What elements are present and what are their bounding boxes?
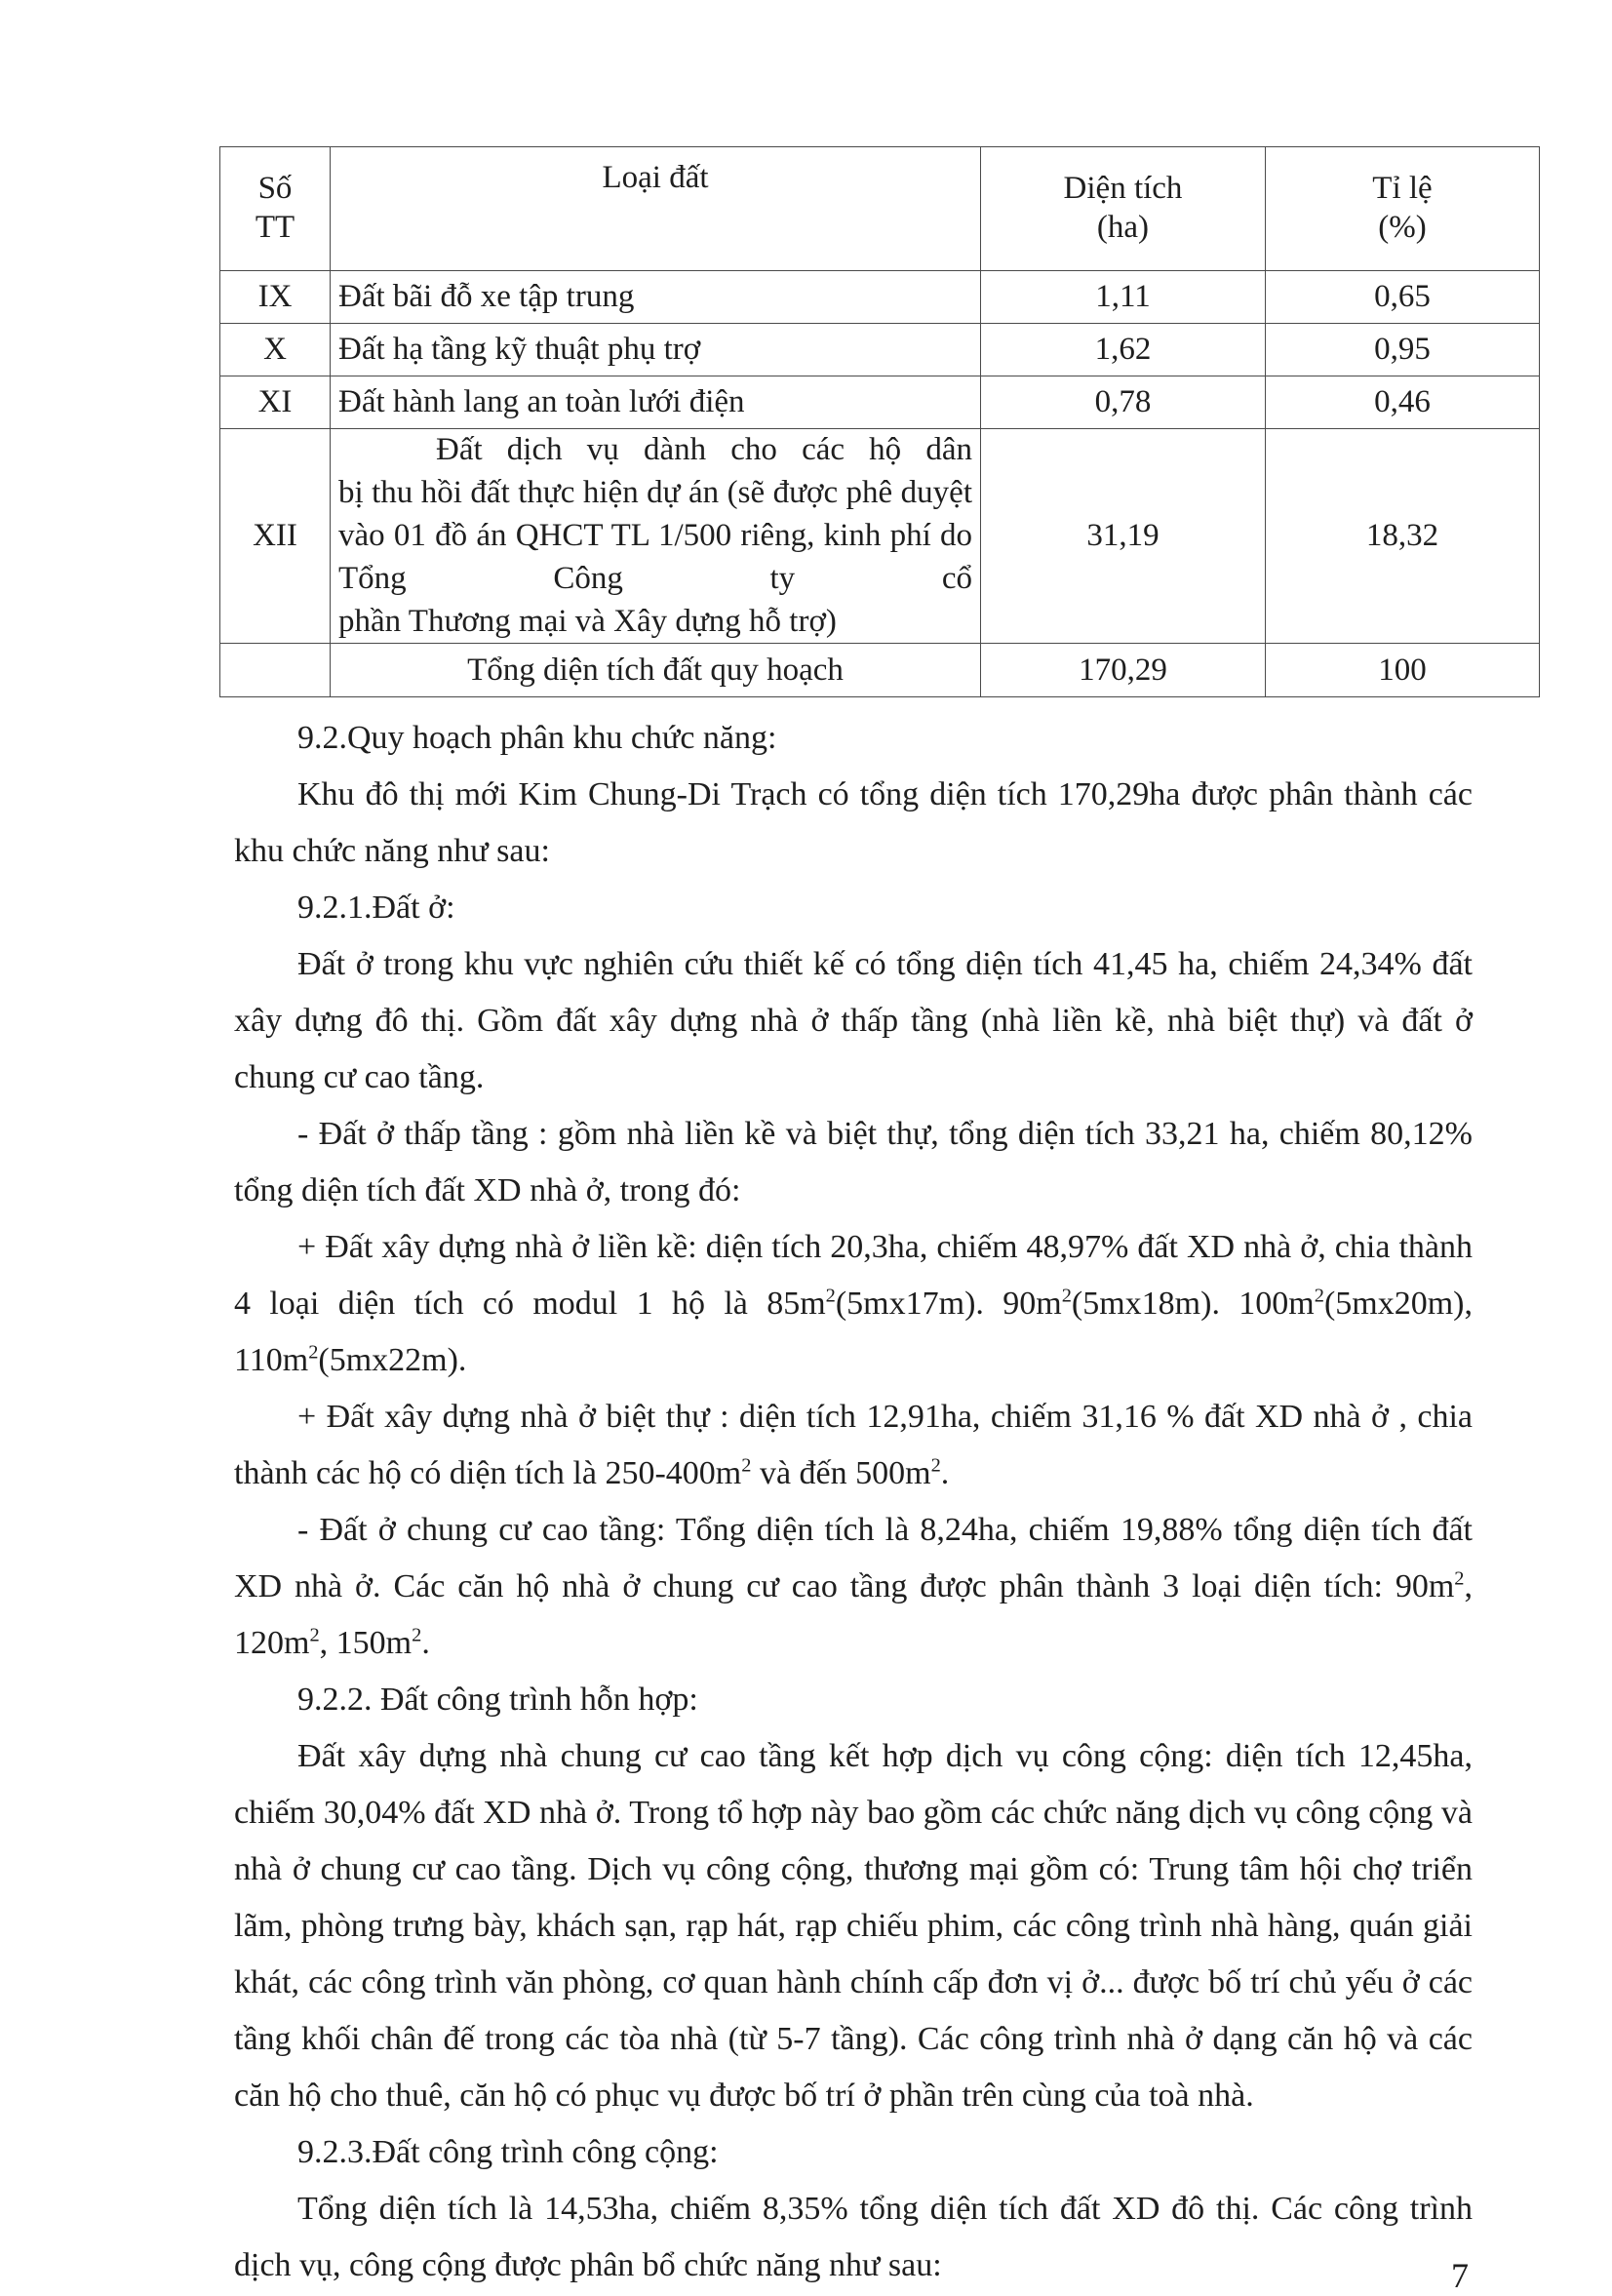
section-heading: 9.2.2. Đất công trình hỗn hợp: [297, 1682, 698, 1718]
row-area: 0,78 [981, 376, 1266, 429]
total-rate: 100 [1266, 644, 1540, 697]
row-rate: 0,65 [1266, 271, 1540, 324]
section-heading: 9.2.3.Đất công trình công cộng: [297, 2134, 719, 2170]
row-area: 31,19 [981, 429, 1266, 644]
paragraph: Đất ở trong khu vực nghiên cứu thiết kế có tổng diện tích 41,45 ha, chiếm 24,34% đất xây dựng đô thị. Gồm đất xây dựng nhà ở thấp tầng (nhà liền kề, nhà biệt thự) và đất ở chung cư cao tầng. [234, 946, 1473, 1095]
row-no: X [220, 324, 331, 376]
row-type: Đất bãi đỗ xe tập trung [331, 271, 981, 324]
table-row [220, 376, 1540, 429]
row-no: XI [220, 376, 331, 429]
table-total-row [220, 644, 1540, 697]
page-number: 7 [1451, 2256, 1469, 2295]
row-type: Đất hành lang an toàn lưới điện [331, 376, 981, 429]
row-type [331, 429, 981, 644]
table-row [220, 271, 1540, 324]
row-area: 1,62 [981, 324, 1266, 376]
paragraph: Tổng diện tích là 14,53ha, chiếm 8,35% tổng diện tích đất XD đô thị. Các công trình dịch vụ, công cộng được phân bổ chức năng như sau: [234, 2191, 1473, 2283]
row-type-first-line: Đất dịch vụ dành cho các hộ dân [436, 432, 972, 467]
paragraph: - Đất ở thấp tầng : gồm nhà liền kề và biệt thự, tổng diện tích 33,21 ha, chiếm 80,12% tổng diện tích đất XD nhà ở, trong đó: [234, 1116, 1473, 1208]
row-rate: 18,32 [1266, 429, 1540, 644]
row-no: XII [220, 429, 331, 644]
paragraph: - Đất ở chung cư cao tầng: Tổng diện tích là 8,24ha, chiếm 19,88% tổng diện tích đất XD nhà ở. Các căn hộ nhà ở chung cư cao tầng được phân thành 3 loại diện tích: $90m^2$, $120m^2$, $150m^2$. [234, 1512, 1473, 1661]
paragraph: Đất xây dựng nhà chung cư cao tầng kết hợp dịch vụ công cộng: diện tích 12,45ha, chiếm 30,04% đất XD nhà ở. Trong tổ hợp này bao gồm các chức năng dịch vụ công cộng và nhà ở chung cư cao tầng. Dịch vụ công cộng, thương mại gồm có: Trung tâm hội chợ triển lãm, phòng trưng bày, khách sạn, rạp hát, rạp chiếu phim, các công trình nhà hàng, quán giải khát, các công trình văn phòng, cơ quan hành chính cấp đơn vị ở... được bố trí chủ yếu ở các tầng khối chân đế trong các tòa nhà (từ 5-7 tầng). Các công trình nhà ở dạng căn hộ và các căn hộ cho thuê, căn hộ có phục vụ được bố trí ở phần trên cùng của toà nhà. [234, 1738, 1473, 2114]
total-label: Tổng diện tích đất quy hoạch [331, 644, 981, 697]
table-row [220, 324, 1540, 376]
header-area: Diện tích (ha) [981, 147, 1266, 271]
header-type: Loại đất [331, 147, 981, 271]
header-no: Số TT [220, 147, 331, 271]
table-header-row [220, 147, 1540, 271]
row-rate: 0,46 [1266, 376, 1540, 429]
row-no: IX [220, 271, 331, 324]
body-text [234, 710, 1473, 2294]
total-area: 170,29 [981, 644, 1266, 697]
row-area: 1,11 [981, 271, 1266, 324]
row-type-last-line: phần Thương mại và Xây dựng hỗ trợ) [338, 603, 837, 639]
paragraph: + Đất xây dựng nhà ở liền kề: diện tích 20,3ha, chiếm 48,97% đất XD nhà ở, chia thành 4 loại diện tích có modul 1 hộ là $85m^2(5mx17m)$. $90m^2(5mx18m)$. $100m^2(5mx20m)$, $110m^2(5mx22m)$. [234, 1229, 1473, 1378]
row-rate: 0,95 [1266, 324, 1540, 376]
row-type: Đất hạ tầng kỹ thuật phụ trợ [331, 324, 981, 376]
paragraph: + Đất xây dựng nhà ở biệt thự : diện tích 12,91ha, chiếm 31,16 % đất XD nhà ở , chia thành các hộ có diện tích là $250-400m^2$ và đến $500m^2$. [234, 1399, 1473, 1491]
table-row [220, 429, 1540, 644]
land-use-table [219, 146, 1540, 697]
section-heading: 9.2.1.Đất ở: [297, 890, 455, 926]
paragraph: Khu đô thị mới Kim Chung-Di Trạch có tổng diện tích 170,29ha được phân thành các khu chức năng như sau: [234, 776, 1473, 869]
row-type-middle: bị thu hồi đất thực hiện dự án (sẽ được phê duyệt vào 01 đồ án QHCT TL 1/500 riêng, kinh phí do Tổng Công ty cổ [338, 474, 972, 596]
header-rate: Tỉ lệ (%) [1266, 147, 1540, 271]
section-heading: 9.2.Quy hoạch phân khu chức năng: [297, 720, 777, 756]
